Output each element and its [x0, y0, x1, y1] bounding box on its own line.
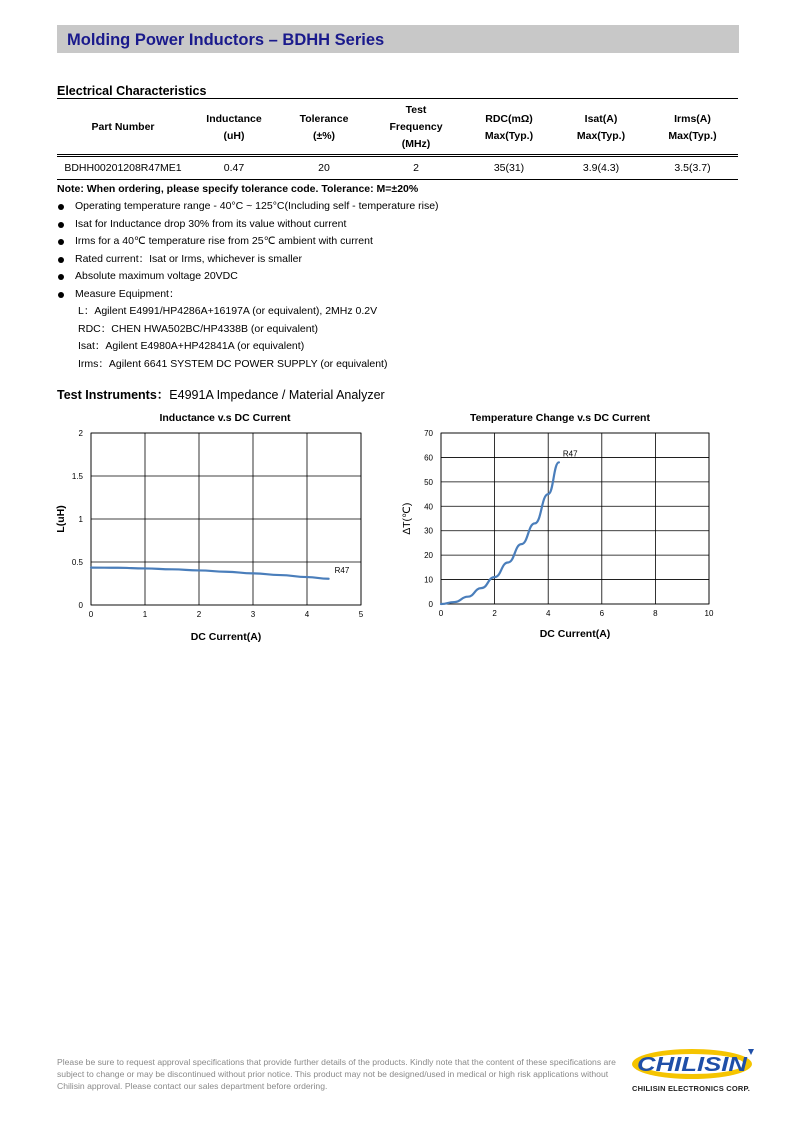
inductance-y-tick-label: 0	[78, 601, 83, 610]
inductance-x-tick-label: 5	[358, 610, 364, 619]
col-header-part-number: Part Number	[57, 101, 189, 156]
temperature-y-tick-label: 40	[424, 502, 433, 512]
list-item: Operating temperature range - 40°C ~ 125°C(Including self - temperature rise)	[57, 198, 657, 216]
cell-test-frequency: 2	[369, 156, 463, 180]
temperature-y-tick-label: 0	[428, 600, 433, 609]
cell-isat: 3.9(4.3)	[555, 156, 647, 180]
inductance-y-tick-label: 1.5	[71, 472, 83, 481]
temperature-y-tick-label: 30	[424, 526, 433, 536]
inductance-y-tick-label: 2	[78, 429, 83, 438]
temperature-x-tick-label: 4	[545, 609, 551, 618]
cell-part-number: BDHH00201208R47ME1	[57, 156, 189, 180]
svg-text:CHILISIN: CHILISIN	[637, 1054, 748, 1076]
inductance-series-line	[91, 568, 329, 579]
temperature-x-tick-label: 10	[704, 609, 714, 618]
inductance-y-axis-label: L(uH)	[55, 505, 67, 533]
inductance-x-tick-label: 0	[88, 610, 94, 619]
inductance-x-tick-label: 4	[304, 610, 310, 619]
cell-tolerance: 20	[279, 156, 369, 180]
equipment-item: Irms：Agilent 6641 SYSTEM DC POWER SUPPLY (or equivalent)	[78, 357, 388, 370]
temperature-y-axis-label: ∆T(℃)	[401, 502, 413, 535]
temperature-y-tick-label: 70	[424, 429, 433, 438]
temperature-y-tick-label: 20	[424, 551, 433, 561]
col-header-rdc: RDC(mΩ) Max(Typ.)	[463, 101, 555, 156]
page-title: Molding Power Inductors – BDHH Series	[67, 31, 385, 49]
section-title: Electrical Characteristics	[57, 84, 207, 98]
col-header-test-frequency: Test Frequency (MHz)	[369, 101, 463, 156]
temperature-series-line	[441, 462, 559, 604]
temperature-y-tick-label: 60	[424, 453, 433, 463]
temperature-chart-title: Temperature Change v.s DC Current	[470, 412, 650, 424]
list-item: Isat for Inductance drop 30% from its value without current	[57, 216, 657, 234]
inductance-x-tick-label: 2	[196, 610, 202, 619]
temperature-x-tick-label: 6	[599, 609, 605, 618]
list-item: Irms for a 40℃ temperature rise from 25℃ ambient with current	[57, 233, 657, 251]
col-header-tolerance: Tolerance (±%)	[279, 101, 369, 156]
cell-inductance: 0.47	[189, 156, 279, 180]
inductance-x-axis-label: DC Current(A)	[190, 631, 262, 643]
col-header-isat: Isat(A) Max(Typ.)	[555, 101, 647, 156]
col-header-irms: Irms(A) Max(Typ.)	[647, 101, 738, 156]
cell-rdc: 35(31)	[463, 156, 555, 180]
footer-disclaimer: Please be sure to request approval specifications that provide further details of the products. Kindly note that the content of these specifications are subject to change or may be discontinued without prior notice. This product may not be designed/used in medical or high risk applications without Chilisin approval. Please contact our sales department before ordering.	[57, 1057, 616, 1091]
inductance-chart-title: Inductance v.s DC Current	[159, 412, 291, 424]
temperature-series-label: R47	[562, 449, 578, 459]
equipment-item: Isat：Agilent E4980A+HP42841A (or equivalent)	[78, 340, 305, 352]
equipment-item: RDC：CHEN HWA502BC/HP4338B (or equivalent)	[78, 322, 319, 335]
inductance-x-tick-label: 3	[250, 610, 256, 619]
temperature-x-tick-label: 0	[438, 609, 444, 618]
temperature-x-tick-label: 8	[653, 609, 658, 618]
inductance-series-label: R47	[334, 565, 350, 575]
temperature-y-tick-label: 50	[424, 477, 433, 487]
temperature-y-tick-label: 10	[424, 575, 433, 585]
temperature-plot-frame	[441, 433, 709, 604]
temperature-x-axis-label: DC Current(A)	[539, 628, 611, 640]
inductance-x-tick-label: 1	[142, 610, 148, 619]
test-instruments-label: Test Instruments：	[57, 388, 170, 402]
list-item: Measure Equipment：	[57, 286, 657, 304]
company-name: CHILISIN ELECTRONICS CORP.	[632, 1084, 750, 1093]
inductance-y-tick-label: 0.5	[71, 558, 83, 567]
ordering-note: Note: When ordering, please specify tolerance code. Tolerance: M=±20%	[57, 183, 419, 195]
equipment-item: L：Agilent E4991/HP4286A+16197A (or equivalent), 2MHz 0.2V	[78, 305, 378, 317]
list-item: Rated current：Isat or Irms, whichever is smaller	[57, 251, 657, 269]
col-header-inductance: Inductance (uH)	[189, 101, 279, 156]
cell-irms: 3.5(3.7)	[647, 156, 738, 180]
test-instruments-value: E4991A Impedance / Material Analyzer	[169, 388, 385, 402]
temperature-x-tick-label: 2	[492, 609, 497, 618]
list-item: Absolute maximum voltage 20VDC	[57, 268, 657, 286]
inductance-y-tick-label: 1	[78, 515, 83, 524]
